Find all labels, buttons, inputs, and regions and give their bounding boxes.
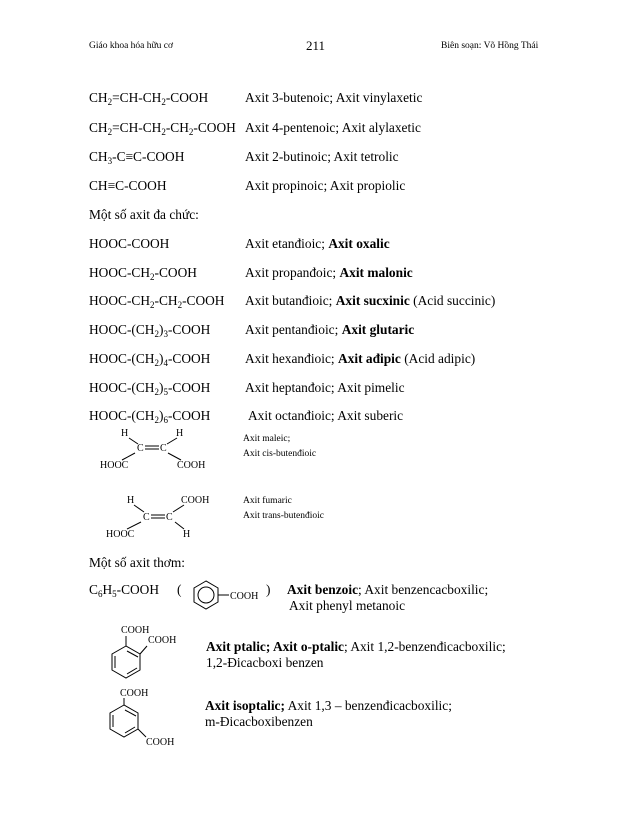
isophthalic-ring-structure (110, 688, 174, 748)
header-left: Giáo khoa hóa hữu cơ (89, 41, 174, 51)
formula-benzoic: $C_6H_5$-COOH (89, 582, 160, 599)
svg-text:COOH: COOH (230, 591, 259, 602)
name-allylacetic: Axit 4-pentenoic; Axit alylaxetic (245, 120, 421, 135)
svg-text:COOH: COOH (177, 460, 206, 471)
name-isophthalic-2: m-Đicacboxibenzen (205, 714, 313, 729)
formula-succinic: HOOC-$CH_2-CH_2$-COOH (89, 293, 225, 310)
fumaric-name-1: Axit fumaric (243, 496, 292, 506)
svg-text:COOH: COOH (148, 635, 177, 646)
maleic-name-1: Axit maleic; (243, 434, 291, 444)
formula-adipic: HOOC-$(CH_2)_4$-COOH (89, 351, 211, 368)
svg-text:HOOC: HOOC (100, 460, 129, 471)
formula-pimelic: HOOC-$(CH_2)_5$-COOH (89, 380, 211, 397)
name-vinylacetic: Axit 3-butenoic; Axit vinylaxetic (245, 90, 423, 105)
name-succinic: Axit butanđioic; Axit sucxinic (Acid succinic) (245, 293, 496, 308)
fumaric-structure (106, 495, 209, 540)
svg-text:C: C (143, 512, 150, 523)
maleic-structure (100, 428, 205, 471)
section-heading-polyacids: Một số axit đa chức: (89, 207, 199, 222)
svg-text:H: H (127, 495, 135, 506)
svg-text:C: C (137, 443, 144, 454)
formula-malonic: HOOC-$CH_2$-COOH (89, 265, 197, 282)
svg-text:COOH: COOH (146, 737, 175, 748)
name-adipic: Axit hexanđioic; Axit ađipic (Acid adipic) (245, 351, 476, 366)
page-number: 211 (306, 38, 326, 53)
name-propiolic: Axit propinoic; Axit propiolic (245, 178, 406, 193)
name-suberic: Axit octanđioic; Axit suberic (248, 408, 404, 423)
svg-text:C: C (166, 512, 173, 523)
formula-oxalic: HOOC-COOH (89, 236, 170, 251)
phthalic-ring-structure (112, 625, 176, 678)
name-benzoic-2: Axit phenyl metanoic (289, 598, 406, 613)
name-phthalic-2: 1,2-Đicacboxi benzen (206, 655, 324, 670)
svg-text:C: C (160, 443, 167, 454)
maleic-name-2: Axit cis-butenđioic (243, 449, 317, 459)
paren-open: ( (177, 582, 182, 597)
name-isophthalic: Axit isoptalic; Axit 1,3 – benzenđicacboxilic; (205, 698, 452, 713)
name-oxalic: Axit etanđioic; Axit oxalic (245, 236, 390, 251)
name-pimelic: Axit heptanđoic; Axit pimelic (245, 380, 405, 395)
paren-close: ) (266, 582, 271, 597)
svg-text:COOH: COOH (120, 688, 149, 699)
formula-suberic: HOOC-$(CH_2)_6$-COOH (89, 408, 211, 425)
formula-glutaric: HOOC-$(CH_2)_3$-COOH (89, 322, 211, 339)
formula-tetrolic: $CH_3-C\equiv C$-COOH (89, 149, 185, 166)
name-tetrolic: Axit 2-butinoic; Axit tetrolic (245, 149, 399, 164)
name-benzoic: Axit benzoic; Axit benzencacboxilic; (287, 582, 489, 597)
svg-text:COOH: COOH (121, 625, 150, 636)
benzoic-ring-structure (194, 581, 258, 609)
header-right: Biên soạn: Võ Hồng Thái (441, 41, 539, 51)
svg-text:HOOC: HOOC (106, 529, 135, 540)
name-glutaric: Axit pentanđioic; Axit glutaric (245, 322, 415, 337)
svg-text:COOH: COOH (181, 495, 210, 506)
svg-text:H: H (183, 529, 191, 540)
formula-allylacetic: $CH_2=CH-CH_2-CH_2$-COOH (89, 120, 236, 137)
name-malonic: Axit propanđoic; Axit malonic (245, 265, 413, 280)
formula-vinylacetic: $CH_2=CH-CH_2$-COOH (89, 90, 209, 107)
section-heading-aromatic: Một số axit thơm: (89, 555, 185, 570)
svg-text:H: H (121, 428, 129, 439)
name-phthalic: Axit ptalic; Axit o-ptalic; Axit 1,2-benzenđicacboxilic; (206, 639, 506, 654)
svg-text:H: H (176, 428, 184, 439)
fumaric-name-2: Axit trans-butenđioic (243, 511, 324, 521)
formula-propiolic: CH≡C-COOH (89, 178, 167, 193)
